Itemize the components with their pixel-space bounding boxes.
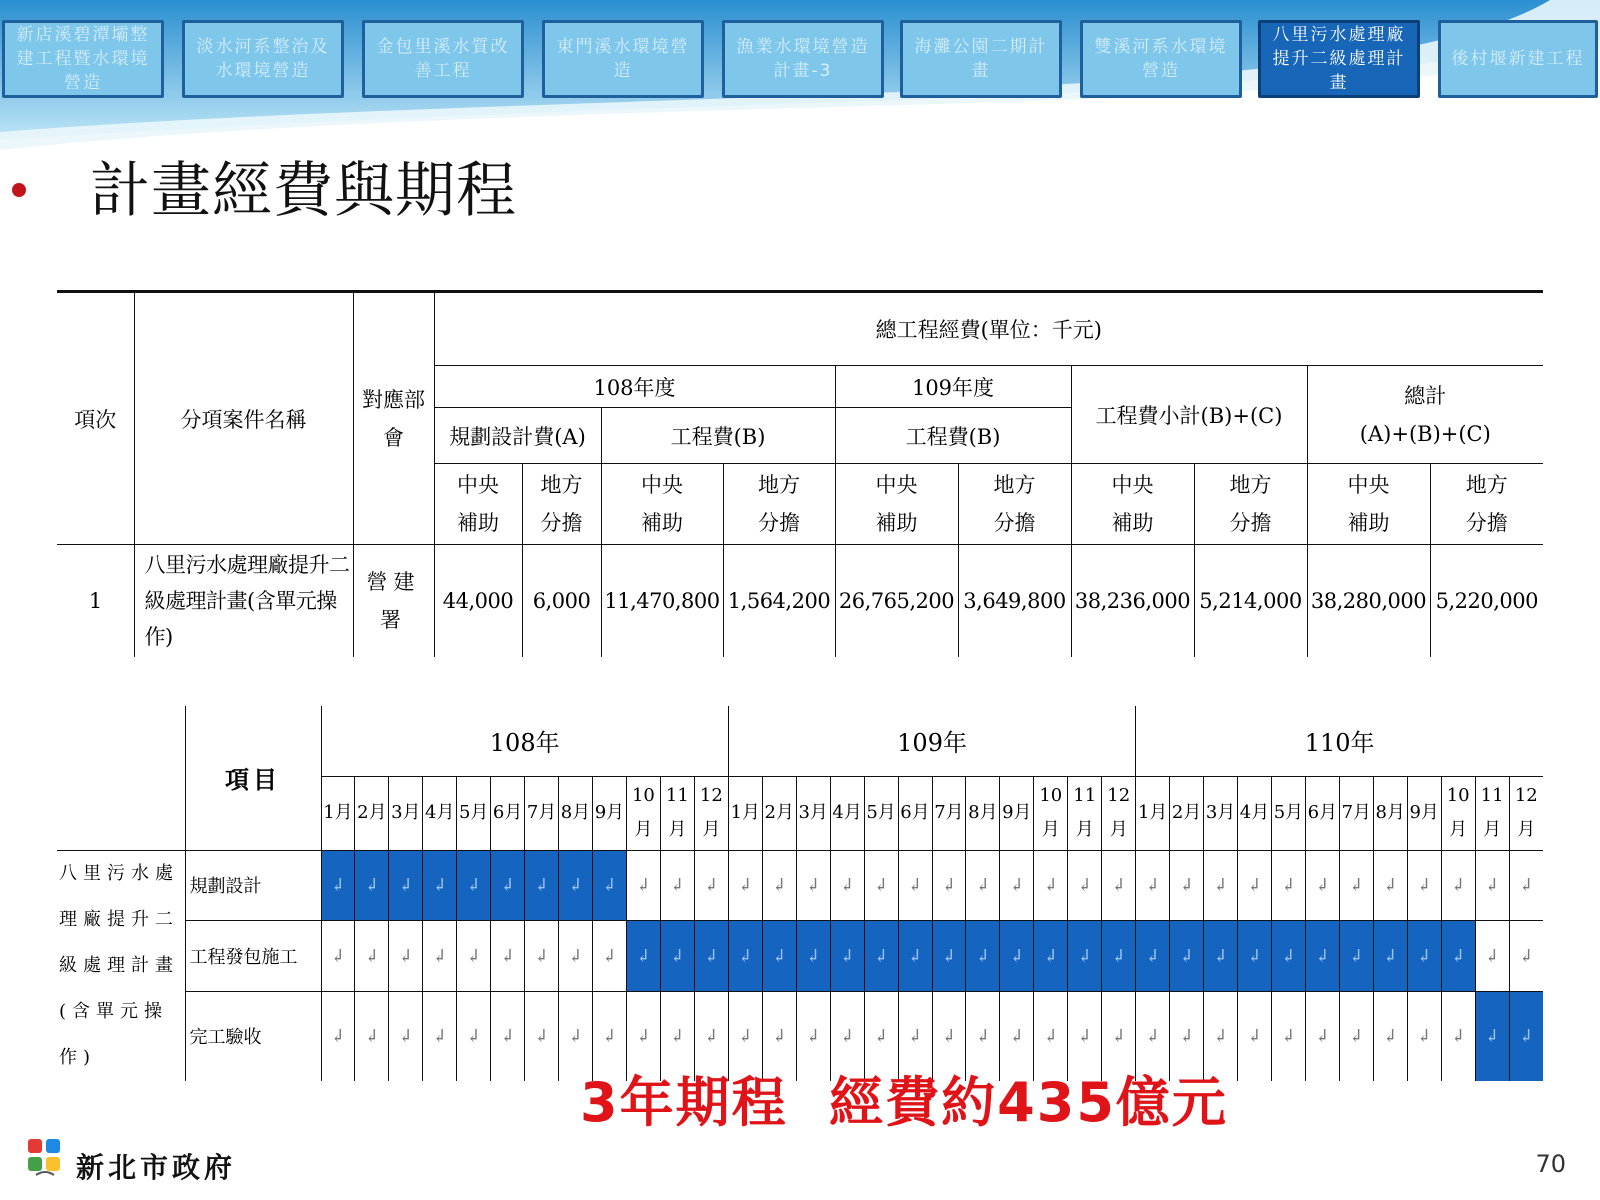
tab-project-6[interactable] xyxy=(900,20,1062,98)
gantt-empty-cell: ↲ xyxy=(1509,921,1543,992)
header-local-share: 地方 分擔 xyxy=(723,464,835,545)
header-design-fee: 規劃設計費(A) xyxy=(434,408,601,464)
tab-project-1[interactable] xyxy=(2,20,164,98)
month-header: 3月 xyxy=(389,776,423,850)
tab-project-2[interactable] xyxy=(182,20,344,98)
tab-label: 雙溪河系水環境營造 xyxy=(1094,37,1228,81)
gantt-empty-cell: ↲ xyxy=(1136,850,1170,921)
gantt-empty-cell: ↲ xyxy=(1441,992,1475,1081)
gantt-empty-cell: ↲ xyxy=(1373,992,1407,1081)
gantt-bar-cell: ↲ xyxy=(1339,921,1373,992)
month-header: 7月 xyxy=(1339,776,1373,850)
header-item: 項目 xyxy=(185,706,321,850)
gantt-bar-cell: ↲ xyxy=(389,850,423,921)
gantt-empty-cell: ↲ xyxy=(1272,850,1306,921)
tab-project-7[interactable] xyxy=(1080,20,1242,98)
month-header: 9月 xyxy=(1000,776,1034,850)
gantt-bar-cell: ↲ xyxy=(355,850,389,921)
gantt-empty-cell: ↲ xyxy=(1000,992,1034,1081)
month-header: 10月 xyxy=(1441,776,1475,850)
bullet-icon xyxy=(12,183,26,197)
tab-label: 金包里溪水質改善工程 xyxy=(376,37,510,81)
gantt-empty-cell: ↲ xyxy=(626,992,660,1081)
project-name-cell: 八里污水處理廠提升二級處理計畫(含單元操作) xyxy=(57,850,185,1081)
month-header: 4月 xyxy=(1238,776,1272,850)
gantt-empty-cell: ↲ xyxy=(593,992,627,1081)
gantt-empty-cell: ↲ xyxy=(1339,992,1373,1081)
gantt-empty-cell: ↲ xyxy=(1238,850,1272,921)
month-header: 12月 xyxy=(1102,776,1136,850)
month-header: 5月 xyxy=(457,776,491,850)
gantt-empty-cell: ↲ xyxy=(1102,992,1136,1081)
month-header: 2月 xyxy=(762,776,796,850)
gantt-empty-cell: ↲ xyxy=(694,992,728,1081)
row-case-name: 八里污水處理廠提升二級處理計畫(含單元操作) xyxy=(134,545,353,658)
gantt-bar-cell: ↲ xyxy=(1102,921,1136,992)
month-header: 6月 xyxy=(491,776,525,850)
header-local-share: 地方 分擔 xyxy=(1194,464,1307,545)
gantt-empty-cell: ↲ xyxy=(864,850,898,921)
header-local-share: 地方 分擔 xyxy=(1430,464,1543,545)
gantt-empty-cell: ↲ xyxy=(1136,992,1170,1081)
month-header: 3月 xyxy=(796,776,830,850)
year-header-row xyxy=(57,706,1543,776)
gantt-empty-cell: ↲ xyxy=(660,850,694,921)
gantt-empty-cell: ↲ xyxy=(1102,850,1136,921)
header-department: 對應部會 xyxy=(353,292,434,545)
gantt-empty-cell: ↲ xyxy=(559,992,593,1081)
header-local-share: 地方 分擔 xyxy=(958,464,1071,545)
header-subtotal: 工程費小計(B)+(C) xyxy=(1071,366,1307,464)
tab-label: 後村堰新建工程 xyxy=(1451,49,1585,69)
header-year-108: 108年 xyxy=(321,706,728,776)
gantt-empty-cell: ↲ xyxy=(932,992,966,1081)
tab-label: 新店溪碧潭壩整建工程暨水環境營造 xyxy=(16,25,150,93)
gantt-bar-cell: ↲ xyxy=(1407,921,1441,992)
gantt-bar-cell: ↲ xyxy=(1068,921,1102,992)
task-row xyxy=(57,850,1543,921)
gantt-bar-cell: ↲ xyxy=(1204,921,1238,992)
month-header: 5月 xyxy=(864,776,898,850)
gantt-bar-cell: ↲ xyxy=(559,850,593,921)
gantt-bar-cell: ↲ xyxy=(1136,921,1170,992)
header-central-subsidy: 中央 補助 xyxy=(835,464,958,545)
gantt-bar-cell: ↲ xyxy=(626,921,660,992)
tab-project-8-active[interactable] xyxy=(1258,20,1420,98)
gantt-empty-cell: ↲ xyxy=(1441,850,1475,921)
gantt-bar-cell: ↲ xyxy=(1238,921,1272,992)
gantt-empty-cell: ↲ xyxy=(1204,992,1238,1081)
gantt-empty-cell: ↲ xyxy=(796,850,830,921)
gantt-bar-cell: ↲ xyxy=(660,921,694,992)
month-header: 9月 xyxy=(1407,776,1441,850)
gantt-empty-cell: ↲ xyxy=(525,921,559,992)
gantt-bar-cell: ↲ xyxy=(1373,921,1407,992)
gantt-empty-cell: ↲ xyxy=(491,992,525,1081)
gantt-empty-cell: ↲ xyxy=(1034,992,1068,1081)
gantt-empty-cell: ↲ xyxy=(593,921,627,992)
month-header: 1月 xyxy=(1136,776,1170,850)
gantt-bar-cell: ↲ xyxy=(864,921,898,992)
month-header: 7月 xyxy=(932,776,966,850)
gantt-empty-cell: ↲ xyxy=(1170,850,1204,921)
month-header: 12月 xyxy=(1509,776,1543,850)
header-year-108: 108年度 xyxy=(434,366,835,408)
value-subtotal-local: 5,214,000 xyxy=(1194,545,1307,658)
tab-label: 八里污水處理廠提升二級處理計畫 xyxy=(1272,25,1406,93)
gantt-bar-cell: ↲ xyxy=(898,921,932,992)
tab-project-9[interactable] xyxy=(1438,20,1598,98)
gantt-bar-cell: ↲ xyxy=(728,921,762,992)
gantt-empty-cell: ↲ xyxy=(457,992,491,1081)
gantt-empty-cell: ↲ xyxy=(1272,992,1306,1081)
month-header: 8月 xyxy=(1373,776,1407,850)
month-header: 1月 xyxy=(321,776,355,850)
row-index: 1 xyxy=(57,545,134,658)
gantt-bar-cell: ↲ xyxy=(1034,921,1068,992)
gantt-empty-cell: ↲ xyxy=(389,992,423,1081)
gantt-empty-cell: ↲ xyxy=(423,921,457,992)
month-header: 10月 xyxy=(1034,776,1068,850)
month-header: 10月 xyxy=(626,776,660,850)
value-eng109-central: 26,765,200 xyxy=(835,545,958,658)
gantt-empty-cell: ↲ xyxy=(1170,992,1204,1081)
gantt-empty-cell: ↲ xyxy=(864,992,898,1081)
header-eng-fee-109: 工程費(B) xyxy=(835,408,1071,464)
month-header: 4月 xyxy=(830,776,864,850)
budget-table xyxy=(57,290,1543,657)
gantt-bar-cell: ↲ xyxy=(1170,921,1204,992)
gantt-bar-cell: ↲ xyxy=(1475,992,1509,1081)
task-name: 規劃設計 xyxy=(185,850,321,921)
gantt-empty-cell: ↲ xyxy=(1407,992,1441,1081)
gantt-bar-cell: ↲ xyxy=(1272,921,1306,992)
gantt-empty-cell: ↲ xyxy=(626,850,660,921)
header-case-name: 分項案件名稱 xyxy=(134,292,353,545)
gantt-bar-cell: ↲ xyxy=(966,921,1000,992)
task-name: 完工驗收 xyxy=(185,992,321,1081)
table-row xyxy=(57,545,1543,658)
gantt-empty-cell: ↲ xyxy=(966,850,1000,921)
month-header: 4月 xyxy=(423,776,457,850)
gantt-bar-cell: ↲ xyxy=(593,850,627,921)
gantt-empty-cell: ↲ xyxy=(1034,850,1068,921)
row-department: 營建署 xyxy=(353,545,434,658)
gantt-bar-cell: ↲ xyxy=(525,850,559,921)
gantt-empty-cell: ↲ xyxy=(321,992,355,1081)
new-taipei-logo-icon xyxy=(22,1135,68,1181)
gantt-empty-cell: ↲ xyxy=(1000,850,1034,921)
month-header: 2月 xyxy=(1170,776,1204,850)
tab-label: 海灘公園二期計畫 xyxy=(914,37,1048,81)
summary-highlight: 3年期程 經費約435億元 xyxy=(580,1071,1228,1134)
header-central-subsidy: 中央 補助 xyxy=(1307,464,1430,545)
gantt-empty-cell: ↲ xyxy=(1204,850,1238,921)
header-year-109: 109年 xyxy=(728,706,1135,776)
tab-label: 淡水河系整治及水環境營造 xyxy=(196,37,330,81)
gantt-bar-cell: ↲ xyxy=(1305,921,1339,992)
header-total-cost: 總工程經費(單位：千元) xyxy=(434,292,1543,366)
gantt-empty-cell: ↲ xyxy=(830,992,864,1081)
gantt-bar-cell: ↲ xyxy=(830,921,864,992)
gantt-empty-cell: ↲ xyxy=(525,992,559,1081)
gantt-empty-cell: ↲ xyxy=(355,992,389,1081)
gantt-empty-cell: ↲ xyxy=(321,921,355,992)
page-title: 計畫經費與期程 xyxy=(90,156,517,226)
gantt-empty-cell: ↲ xyxy=(932,850,966,921)
gantt-bar-cell: ↲ xyxy=(932,921,966,992)
gantt-bar-cell: ↲ xyxy=(762,921,796,992)
header-central-subsidy: 中央 補助 xyxy=(601,464,723,545)
header-grand-total: 總計 (A)+(B)+(C) xyxy=(1307,366,1543,464)
month-header: 12月 xyxy=(694,776,728,850)
header-year-109: 109年度 xyxy=(835,366,1071,408)
month-header: 6月 xyxy=(898,776,932,850)
gantt-empty-cell: ↲ xyxy=(796,992,830,1081)
gantt-bar-cell: ↲ xyxy=(491,850,525,921)
gantt-empty-cell: ↲ xyxy=(728,850,762,921)
gantt-empty-cell: ↲ xyxy=(898,850,932,921)
gantt-empty-cell: ↲ xyxy=(1068,992,1102,1081)
gantt-empty-cell: ↲ xyxy=(966,992,1000,1081)
month-header: 11月 xyxy=(660,776,694,850)
gantt-bar-cell: ↲ xyxy=(321,850,355,921)
gantt-empty-cell: ↲ xyxy=(898,992,932,1081)
gantt-empty-cell: ↲ xyxy=(1407,850,1441,921)
gantt-empty-cell: ↲ xyxy=(1373,850,1407,921)
header-central-subsidy: 中央 補助 xyxy=(1071,464,1194,545)
gantt-empty-cell: ↲ xyxy=(762,992,796,1081)
value-total-local: 5,220,000 xyxy=(1430,545,1543,658)
month-header: 5月 xyxy=(1272,776,1306,850)
gantt-empty-cell: ↲ xyxy=(1475,921,1509,992)
month-header: 2月 xyxy=(355,776,389,850)
month-header: 7月 xyxy=(525,776,559,850)
gantt-empty-cell: ↲ xyxy=(694,850,728,921)
gantt-bar-cell: ↲ xyxy=(1509,992,1543,1081)
value-eng108-local: 1,564,200 xyxy=(723,545,835,658)
header-central-subsidy: 中央 補助 xyxy=(434,464,522,545)
value-eng109-local: 3,649,800 xyxy=(958,545,1071,658)
value-design-central: 44,000 xyxy=(434,545,522,658)
tab-project-3[interactable] xyxy=(362,20,524,98)
gantt-empty-cell: ↲ xyxy=(355,921,389,992)
gantt-empty-cell: ↲ xyxy=(1509,850,1543,921)
task-row xyxy=(57,921,1543,992)
gantt-bar-cell: ↲ xyxy=(423,850,457,921)
tab-project-5[interactable] xyxy=(722,20,884,98)
value-total-central: 38,280,000 xyxy=(1307,545,1430,658)
month-header: 1月 xyxy=(728,776,762,850)
gantt-bar-cell: ↲ xyxy=(1441,921,1475,992)
value-subtotal-central: 38,236,000 xyxy=(1071,545,1194,658)
gantt-empty-cell: ↲ xyxy=(423,992,457,1081)
month-header: 8月 xyxy=(966,776,1000,850)
gantt-empty-cell: ↲ xyxy=(1238,992,1272,1081)
month-header: 3月 xyxy=(1204,776,1238,850)
tab-label: 東門溪水環境營造 xyxy=(556,37,690,81)
gantt-empty-cell: ↲ xyxy=(1475,850,1509,921)
value-eng108-central: 11,470,800 xyxy=(601,545,723,658)
month-header: 8月 xyxy=(559,776,593,850)
header-local-share: 地方 分擔 xyxy=(522,464,601,545)
month-header: 11月 xyxy=(1475,776,1509,850)
schedule-corner-cell xyxy=(57,706,185,850)
gantt-empty-cell: ↲ xyxy=(1339,850,1373,921)
gantt-empty-cell: ↲ xyxy=(660,992,694,1081)
schedule-gantt-table xyxy=(57,706,1543,1081)
month-header: 11月 xyxy=(1068,776,1102,850)
gantt-empty-cell: ↲ xyxy=(457,921,491,992)
header-year-110: 110年 xyxy=(1136,706,1543,776)
gantt-empty-cell: ↲ xyxy=(762,850,796,921)
tab-project-4[interactable] xyxy=(542,20,704,98)
month-header: 9月 xyxy=(593,776,627,850)
gantt-empty-cell: ↲ xyxy=(728,992,762,1081)
gantt-bar-cell: ↲ xyxy=(796,921,830,992)
gantt-empty-cell: ↲ xyxy=(830,850,864,921)
header-index: 項次 xyxy=(57,292,134,545)
header-eng-fee-108: 工程費(B) xyxy=(601,408,835,464)
gantt-empty-cell: ↲ xyxy=(1305,850,1339,921)
gantt-bar-cell: ↲ xyxy=(457,850,491,921)
project-tab-bar xyxy=(0,20,1600,100)
task-name: 工程發包施工 xyxy=(185,921,321,992)
tab-label: 漁業水環境營造計畫-3 xyxy=(736,37,870,81)
page-number: 70 xyxy=(1535,1150,1566,1178)
gantt-empty-cell: ↲ xyxy=(491,921,525,992)
gantt-bar-cell: ↲ xyxy=(1000,921,1034,992)
month-header: 6月 xyxy=(1305,776,1339,850)
gantt-empty-cell: ↲ xyxy=(559,921,593,992)
gantt-empty-cell: ↲ xyxy=(1068,850,1102,921)
gantt-empty-cell: ↲ xyxy=(1305,992,1339,1081)
gantt-bar-cell: ↲ xyxy=(694,921,728,992)
org-name: 新北市政府 xyxy=(76,1151,237,1184)
value-design-local: 6,000 xyxy=(522,545,601,658)
gantt-empty-cell: ↲ xyxy=(389,921,423,992)
header-banner xyxy=(0,0,1600,150)
